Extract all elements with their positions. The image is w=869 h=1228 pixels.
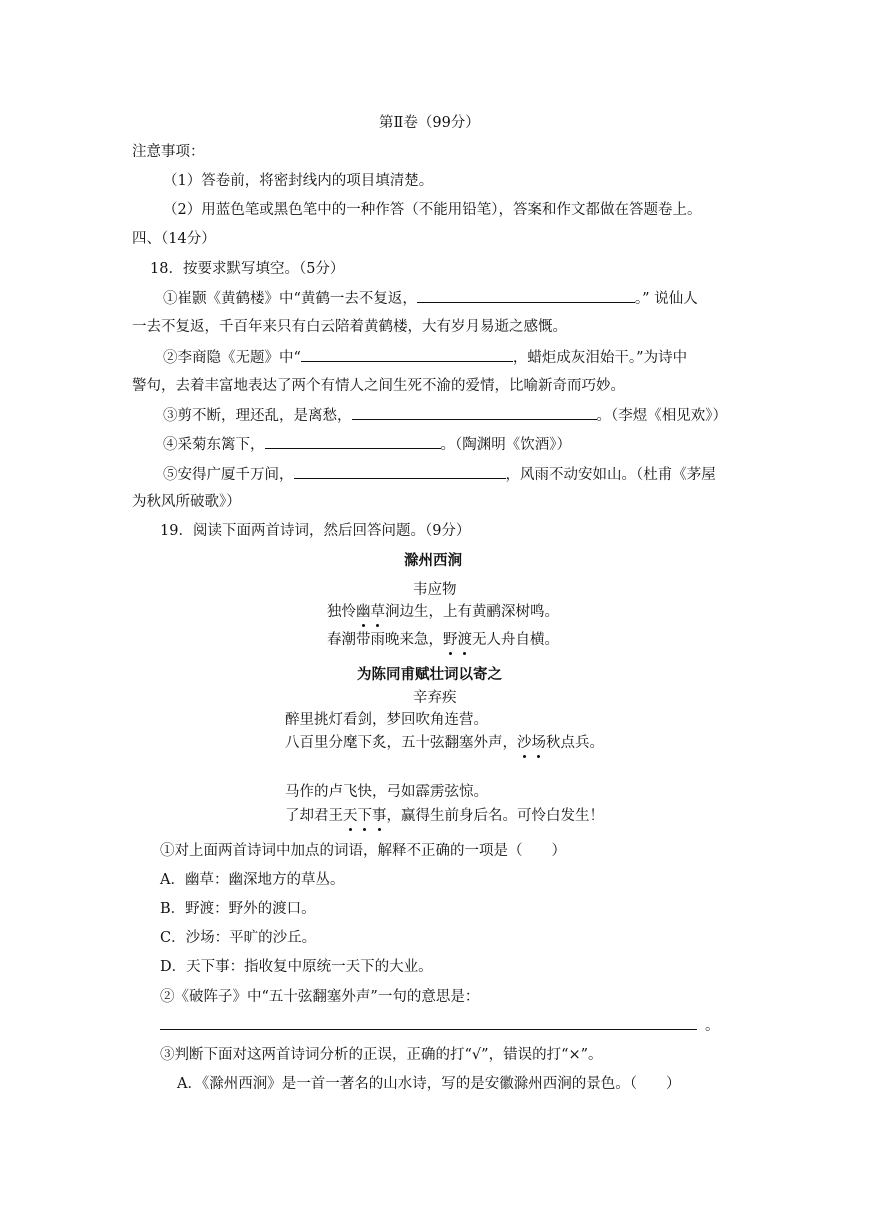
poem-1-title: 滁州西涧 (404, 553, 462, 569)
emphasis-char: 幽 (356, 604, 371, 620)
answer-blank[interactable] (301, 347, 513, 362)
poem-2-line: 醉里挑灯看剑，梦回吹角连营。 (285, 712, 488, 728)
poem-2-line: 马作的卢飞快，弓如霹雳弦惊。 (285, 784, 488, 800)
q18-item-1-continued: 一去不复返，千百年来只有白云陪着黄鹤楼，大有岁月易逝之感慨。 (132, 319, 567, 335)
emphasis-char: 下 (357, 808, 372, 824)
answer-blank[interactable] (294, 464, 506, 479)
answer-blank[interactable] (352, 405, 597, 420)
question-18-prompt: 18．按要求默写填空。（5分） (150, 261, 345, 277)
sub-question-1-prompt: ①对上面两首诗词中加点的词语，解释不正确的一项是（ ） (160, 843, 566, 859)
poem-text: ，赢得生前身后名。可怜白发生！ (386, 808, 604, 824)
item-text: ⑤安得广厦千万间， (163, 467, 294, 483)
section-title: 第Ⅱ卷（99分） (379, 115, 480, 131)
item-text: ①崔颢《黄鹤楼》中“黄鹤一去不复返， (163, 291, 417, 307)
emphasis-char: 事 (372, 808, 387, 824)
option-a: A．幽草：幽深地方的草丛。 (160, 872, 345, 888)
part-label: 四、（14分） (132, 231, 216, 247)
answer-blank[interactable] (160, 1015, 697, 1030)
poem-text: 八百里分麾下炙，五十弦翻塞外声， (285, 735, 517, 751)
question-19-prompt: 19．阅读下面两首诗词，然后回答问题。（9分） (160, 523, 471, 539)
sub-question-3-prompt: ③判断下面对这两首诗词分析的正误，正确的打“√”，错误的打“×”。 (160, 1047, 603, 1063)
emphasis-char: 场 (531, 735, 546, 751)
answer-end: 。 (705, 1018, 720, 1034)
poem-text: 独怜 (327, 604, 356, 620)
item-text: 。（李煜《相见欢》） (596, 408, 727, 424)
item-text: ③剪不断，理还乱，是离愁， (163, 408, 352, 424)
item-text: ，蜡炬成灰泪始干。”为诗中 (512, 350, 688, 366)
emphasis-char: 草 (370, 604, 385, 620)
item-text: 。” 说仙人 (634, 291, 698, 307)
answer-blank[interactable] (265, 434, 441, 449)
emphasis-char: 天 (343, 808, 358, 824)
q18-item-2-continued: 警句，去着丰富地表达了两个有情人之间生死不渝的爱情，比喻新奇而巧妙。 (132, 378, 625, 394)
emphasis-char: 沙 (517, 735, 532, 751)
item-text: ②李商隐《无题》中“ (163, 350, 301, 366)
notice-item: （2）用蓝色笔或黑色笔中的一种作答（不能用铅笔），答案和作文都做在答题卷上。 (163, 202, 702, 218)
notice-item: （1）答卷前，将密封线内的项目填清楚。 (163, 173, 434, 189)
q18-item-4 (163, 434, 571, 455)
sub-question-2-answer (160, 1015, 720, 1036)
item-text: ④采菊东篱下， (163, 437, 265, 453)
poem-1-line (327, 602, 559, 622)
poem-text: 涧边生，上有黄鹂深树鸣。 (385, 604, 559, 620)
poem-1-line (327, 630, 559, 650)
poem-text: 秋点兵。 (546, 735, 604, 751)
sub-question-2-prompt: ②《破阵子》中“五十弦翻塞外声”一句的意思是： (160, 989, 480, 1005)
emphasis-char: 渡 (457, 632, 472, 648)
option-c: C．沙场：平旷的沙丘。 (160, 930, 317, 946)
option-d: D．天下事：指收复中原统一天下的大业。 (160, 959, 433, 975)
poem-text: 了却君王 (285, 808, 343, 824)
emphasis-char: 野 (443, 632, 458, 648)
poem-1-author: 韦应物 (413, 582, 457, 598)
option-b: B．野渡：野外的渡口。 (160, 901, 316, 917)
answer-blank[interactable] (417, 288, 635, 303)
item-text: ，风雨不动安如山。（杜甫《茅屋 (505, 467, 716, 483)
q18-item-1 (163, 288, 698, 309)
q18-item-3 (163, 405, 727, 426)
sub-question-3-item-a: A．《滁州西涧》是一首一著名的山水诗，写的是安徽滁州西涧的景色。（ ） (177, 1076, 681, 1092)
poem-2-title: 为陈同甫赋壮词以寄之 (357, 667, 502, 683)
q18-item-5-continued: 为秋风所破歌》） (132, 494, 241, 510)
notice-heading: 注意事项： (132, 144, 205, 160)
poem-2-line (285, 733, 604, 753)
poem-text: 春潮带雨晚来急， (327, 632, 443, 648)
q18-item-5 (163, 464, 716, 485)
item-text: 。（陶渊明《饮酒》） (440, 437, 571, 453)
poem-text: 无人舟自横。 (472, 632, 559, 648)
q18-item-2 (163, 347, 687, 368)
poem-2-author: 辛弃疾 (413, 690, 457, 706)
poem-2-line (285, 806, 604, 826)
